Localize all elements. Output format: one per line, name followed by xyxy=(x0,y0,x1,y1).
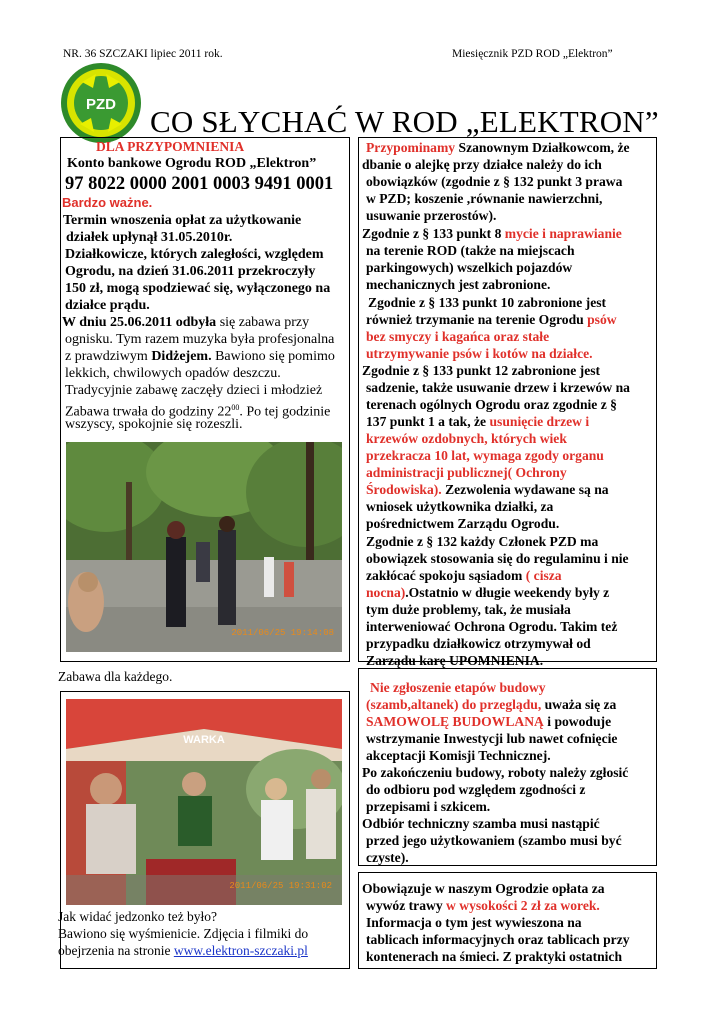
text-line: wniosek użytkownika działki, za xyxy=(366,499,554,514)
text-line: Nie zgłoszenie etapów budowy xyxy=(370,680,546,695)
text-line: lekkich, chwilowych opadów deszczu. xyxy=(65,366,281,381)
text-line: interweniować Ochrona Ogrodu. Takim też xyxy=(366,619,618,634)
bank-account-label: Konto bankowe Ogrodu ROD „Elektron” xyxy=(67,156,317,171)
text-line: Bawiono się wyśmienicie. Zdjęcia i filmiki do xyxy=(58,926,309,941)
text-line: Po zakończeniu budowy, roboty należy zgłosić xyxy=(362,765,629,780)
text-line: 137 punkt 1 a tak, że usunięcie drzew i xyxy=(366,414,590,429)
text-line: Odbiór techniczny szamba musi nastąpić xyxy=(362,816,600,831)
photo-caption: Zabawa dla każdego. xyxy=(58,669,173,684)
text-line: utrzymywanie psów i kotów na działce. xyxy=(366,346,593,361)
text-line: Termin wnoszenia opłat za użytkowanie xyxy=(63,213,302,228)
text-line: W dniu 25.06.2011 odbyła się zabawa przy xyxy=(62,315,310,330)
text-line: Zgodnie z § 132 każdy Członek PZD ma xyxy=(366,534,599,549)
text-line: usuwanie przerostów). xyxy=(366,208,497,223)
text-line: parkingowych) wszelkich pojazdów xyxy=(366,260,573,275)
text-line: na terenie ROD (także na miejscach xyxy=(366,243,575,258)
text-line: przepisami i szkicem. xyxy=(366,799,491,814)
text-line: akceptacji Komisji Technicznej. xyxy=(366,748,551,763)
text-line: administracji publicznej( Ochrony xyxy=(366,465,567,480)
text-line: do odbioru pod względem zgodności z xyxy=(366,782,586,797)
text-line: wywóz trawy w wysokości 2 zł za worek. xyxy=(366,898,600,913)
text-line: Przypominamy Szanownym Działkowcom, że xyxy=(366,140,630,155)
text-line: z prawdziwym Didżejem. Bawiono się pomimo xyxy=(65,349,335,364)
text-line: bez smyczy i kagańca oraz stałe xyxy=(366,329,550,344)
text-line: Tradycyjnie zabawę zaczęły dzieci i młodzież xyxy=(65,383,323,398)
umbrella-text: WARKA xyxy=(183,734,225,746)
text-line: obejrzenia na stronie www.elektron-szczaki.pl xyxy=(58,943,308,958)
text-line: SAMOWOLĘ BUDOWLANĄ i powoduje xyxy=(366,714,612,729)
text-line: wstrzymanie Inwestycji lub nawet cofnięcie xyxy=(366,731,618,746)
photo-timestamp: 2011/06/25 19:31:02 xyxy=(229,881,332,891)
text-line: Zgodnie z § 133 punkt 10 zabronione jest xyxy=(368,295,607,310)
text-line: dbanie o alejkę przy działce należy do ich xyxy=(362,157,602,172)
text-line: terenach ogólnych Ogrodu oraz zgodnie z § xyxy=(366,397,617,412)
text-line: wszyscy, spokojnie się rozeszli. xyxy=(65,417,243,432)
pzd-logo-icon xyxy=(60,62,142,144)
text-line: działek upłynął 31.05.2010r. xyxy=(66,230,233,245)
text-line: zakłócać spokoju sąsiadom ( cisza xyxy=(366,568,562,583)
page-title: CO SŁYCHAĆ W ROD „ELEKTRON” xyxy=(150,104,659,139)
text-line: Informacja o tym jest wywieszona na xyxy=(366,915,582,930)
publication-name: Miesięcznik PZD ROD „Elektron” xyxy=(452,48,613,60)
text-line: obowiązków (zgodnie z § 132 punkt 3 prawa xyxy=(366,174,623,189)
text-line: przekracza 10 lat, wymaga zgody organu xyxy=(366,448,604,463)
party-photo xyxy=(66,442,342,652)
text-line: przypadku działkowicz otrzymywał od xyxy=(366,636,591,651)
text-line: tym duże problemy, tak, że musiała xyxy=(366,602,571,617)
text-line: tablicach informacyjnych oraz tablicach przy xyxy=(366,932,630,947)
text-line: pośrednictwem Zarządu Ogrodu. xyxy=(366,516,560,531)
text-line: obowiązek stosowania się do regulaminu i nie xyxy=(366,551,629,566)
important-note: Bardzo ważne. xyxy=(62,195,153,210)
reminder-heading: DLA PRZYPOMNIENIA xyxy=(96,139,245,154)
text-line: również trzymanie na terenie Ogrodu psów xyxy=(366,312,617,327)
text-line: Zabawa trwała do godziny $22^{00}$. Po tej godzinie xyxy=(65,403,331,420)
text-line: przed jego użytkowaniem (szambo musi być xyxy=(366,833,622,848)
logo-text: PZD xyxy=(86,96,116,113)
text-line: Zgodnie z § 133 punkt 8 mycie i naprawianie xyxy=(362,226,622,241)
text-line: (szamb,altanek) do przeglądu, uważa się za xyxy=(366,697,617,712)
text-line: sadzenie, także usuwanie drzew i krzewów na xyxy=(366,380,630,395)
text-line: Zarządu karę UPOMNIENIA. xyxy=(366,653,544,668)
text-line: Środowiska). Zezwolenia wydawane są na xyxy=(366,482,609,497)
text-line: Działkowicze, których zaległości, względem xyxy=(65,247,324,262)
text-line: działce prądu. xyxy=(65,298,150,313)
text-line: Ogrodu, na dzień 31.06.2011 przekroczyły xyxy=(65,264,316,279)
text-line: Obowiązuje w naszym Ogrodzie opłata za xyxy=(362,881,605,896)
photo-timestamp: 2011/06/25 19:14:08 xyxy=(231,628,334,638)
bank-account-number: 97 8022 0000 2001 0003 9491 0001 xyxy=(65,174,334,194)
text-line: ognisku. Tym razem muzyka była profesjonalna xyxy=(65,332,335,347)
text-line: krzewów ozdobnych, których wiek xyxy=(366,431,567,446)
text-line: mechanicznych jest zabronione. xyxy=(366,277,551,292)
text-line: Jak widać jedzonko też było? xyxy=(58,909,217,924)
text-line: 150 zł, mogą spodziewać się, wyłączonego na xyxy=(65,281,331,296)
text-line: Zgodnie z § 133 punkt 12 zabronione jest xyxy=(362,363,601,378)
text-line: czyste). xyxy=(366,850,409,865)
food-photo xyxy=(66,699,342,905)
text-line: kontenerach na śmieci. Z praktyki ostatnich xyxy=(366,949,623,964)
website-link[interactable]: www.elektron-szczaki.pl xyxy=(173,943,308,958)
issue-info: NR. 36 SZCZAKI lipiec 2011 rok. xyxy=(63,48,223,60)
text-line: nocna).Ostatnio w długie weekendy były z xyxy=(366,585,610,600)
text-line: w PZD; koszenie ,równanie nawierzchni, xyxy=(366,191,603,206)
